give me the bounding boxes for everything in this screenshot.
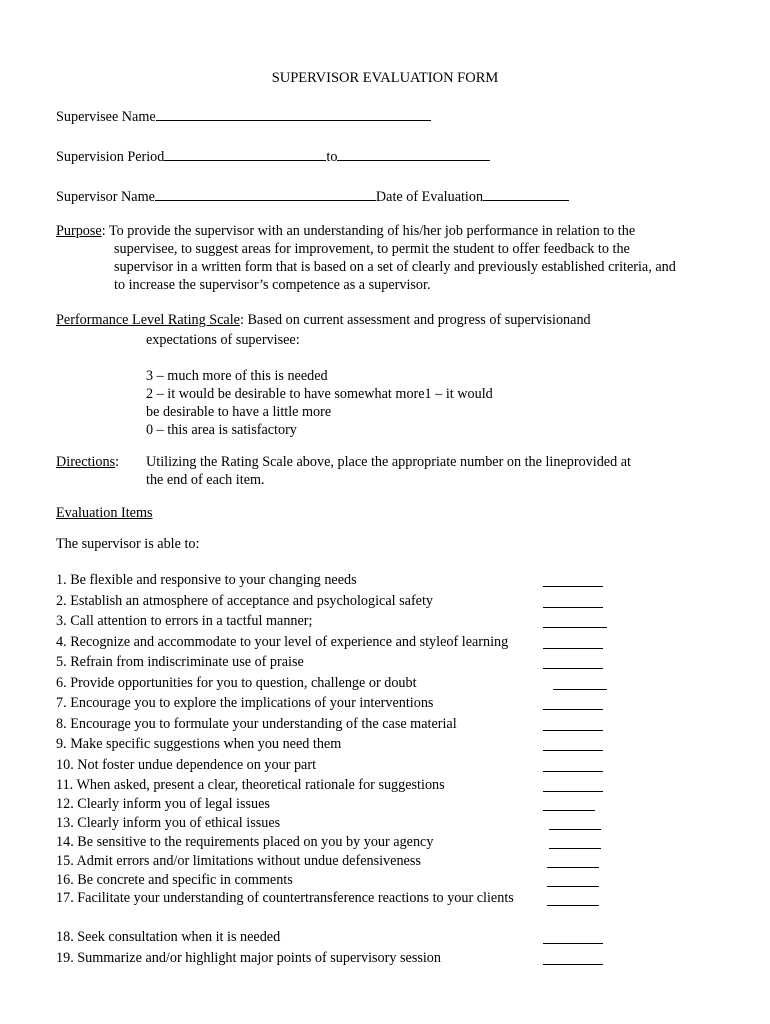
rating-answer-line[interactable] xyxy=(549,815,601,830)
item-text: 8. Encourage you to formulate your understanding of the case material xyxy=(56,715,457,732)
rating-answer-line[interactable] xyxy=(543,654,603,669)
item-text: 3. Call attention to errors in a tactful manner; xyxy=(56,613,313,629)
rating-answer-line[interactable] xyxy=(547,872,599,887)
rating-answer-line[interactable] xyxy=(543,634,603,649)
item-text: 6. Provide opportunities for you to question, challenge or doubt xyxy=(56,674,417,691)
list-item xyxy=(56,755,616,776)
item-text: 13. Clearly inform you of ethical issues xyxy=(56,815,281,831)
supervisee-name-row xyxy=(56,108,431,126)
rating-level: 0 – this area is satisfactory xyxy=(146,422,297,438)
item-text: 17. Facilitate your understanding of countertransference reactions to your clients xyxy=(56,890,514,906)
list-item xyxy=(56,652,616,673)
rating-level: 2 – it would be desirable to have somewhat more1 – it would xyxy=(146,386,493,402)
rating-answer-line[interactable] xyxy=(543,777,603,792)
period-end-field[interactable] xyxy=(337,148,490,161)
list-item xyxy=(56,813,616,832)
item-text: 18. Seek consultation when it is needed xyxy=(56,929,281,945)
date-of-evaluation-label: Date of Evaluation xyxy=(375,189,484,205)
directions-colon: : xyxy=(115,454,120,470)
supervisee-name-field[interactable] xyxy=(156,108,431,121)
rating-answer-line[interactable] xyxy=(543,716,603,731)
rating-answer-line[interactable] xyxy=(553,675,607,690)
period-start-field[interactable] xyxy=(164,148,326,161)
rating-scale-lead: : Based on current assessment and progress of supervisionand xyxy=(239,312,591,328)
rating-answer-line[interactable] xyxy=(547,891,599,906)
item-text: 15. Admit errors and/or limitations without undue defensiveness xyxy=(56,853,421,869)
list-item xyxy=(56,948,616,969)
list-item xyxy=(56,832,616,851)
supervisee-name-label: Supervisee Name xyxy=(56,109,156,125)
item-text: 19. Summarize and/or highlight major points of supervisory session xyxy=(56,949,441,966)
rating-answer-line[interactable] xyxy=(543,593,603,608)
list-item xyxy=(56,591,616,612)
period-to-label: to xyxy=(326,149,338,165)
list-item xyxy=(56,927,616,948)
directions-line: Utilizing the Rating Scale above, place the appropriate number on the lineprovided at xyxy=(146,454,631,470)
purpose-line: to increase the supervisor’s competence as a supervisor. xyxy=(114,277,431,293)
item-text: 10. Not foster undue dependence on your part xyxy=(56,756,317,773)
list-item xyxy=(56,570,616,591)
item-text: 1. Be flexible and responsive to your changing needs xyxy=(56,572,357,588)
supervisor-name-label: Supervisor Name xyxy=(56,189,155,205)
directions-text xyxy=(146,453,746,489)
evaluation-intro: The supervisor is able to: xyxy=(56,536,200,552)
item-text: 5. Refrain from indiscriminate use of praise xyxy=(56,654,304,670)
list-item xyxy=(56,775,616,794)
rating-answer-line[interactable] xyxy=(543,736,603,751)
purpose-section xyxy=(56,222,736,294)
rating-answer-line[interactable] xyxy=(543,572,603,587)
list-item xyxy=(56,851,616,870)
rating-answer-line[interactable] xyxy=(543,929,603,944)
rating-answer-line[interactable] xyxy=(543,695,603,710)
item-text: 14. Be sensitive to the requirements placed on you by your agency xyxy=(56,834,434,850)
rating-levels xyxy=(146,367,706,439)
supervision-period-row xyxy=(56,148,490,166)
item-text: 12. Clearly inform you of legal issues xyxy=(56,796,270,812)
list-item xyxy=(56,734,616,755)
item-text: 7. Encourage you to explore the implications of your interventions xyxy=(56,695,434,711)
evaluation-items-heading: Evaluation Items xyxy=(56,505,153,521)
item-text: 11. When asked, present a clear, theoretical rationale for suggestions xyxy=(56,777,445,793)
purpose-line: supervisee, to suggest areas for improvement, to permit the student to offer feedback to the xyxy=(114,241,630,257)
list-item xyxy=(56,632,616,653)
date-of-evaluation-field[interactable] xyxy=(483,188,569,201)
rating-answer-line[interactable] xyxy=(543,796,595,811)
directions-label-wrap xyxy=(56,453,119,471)
list-item xyxy=(56,673,616,694)
list-item xyxy=(56,693,616,714)
item-text: 9. Make specific suggestions when you need them xyxy=(56,736,342,752)
list-item xyxy=(56,611,616,632)
purpose-lead: : To provide the supervisor with an understanding of his/her job performance in relation to the xyxy=(101,223,636,239)
rating-answer-line[interactable] xyxy=(543,613,607,628)
purpose-line: supervisor in a written form that is based on a set of clearly and previously established criteria, and xyxy=(114,259,676,275)
rating-scale-label: Performance Level Rating Scale xyxy=(56,312,240,328)
item-text: 2. Establish an atmosphere of acceptance and psychological safety xyxy=(56,592,434,609)
supervisor-name-row xyxy=(56,188,569,206)
supervisor-name-field[interactable] xyxy=(155,188,376,201)
rating-scale-cont: expectations of supervisee: xyxy=(146,332,300,348)
list-item xyxy=(56,714,616,735)
list-item xyxy=(56,889,616,927)
item-text: 16. Be concrete and specific in comments xyxy=(56,872,293,888)
purpose-label: Purpose xyxy=(56,223,102,239)
supervision-period-label: Supervision Period xyxy=(56,149,165,165)
rating-level: 3 – much more of this is needed xyxy=(146,368,328,384)
form-title: SUPERVISOR EVALUATION FORM xyxy=(271,70,499,86)
rating-level: be desirable to have a little more xyxy=(146,404,332,420)
item-text: 4. Recognize and accommodate to your level of experience and styleof learning xyxy=(56,633,509,650)
rating-answer-line[interactable] xyxy=(543,950,603,965)
directions-line: the end of each item. xyxy=(146,472,265,488)
list-item xyxy=(56,870,616,889)
list-item xyxy=(56,794,616,813)
directions-label: Directions xyxy=(56,454,116,470)
rating-answer-line[interactable] xyxy=(549,834,601,849)
rating-scale-section xyxy=(56,311,736,349)
rating-answer-line[interactable] xyxy=(543,757,603,772)
rating-answer-line[interactable] xyxy=(547,853,599,868)
evaluation-items-list xyxy=(56,570,616,968)
